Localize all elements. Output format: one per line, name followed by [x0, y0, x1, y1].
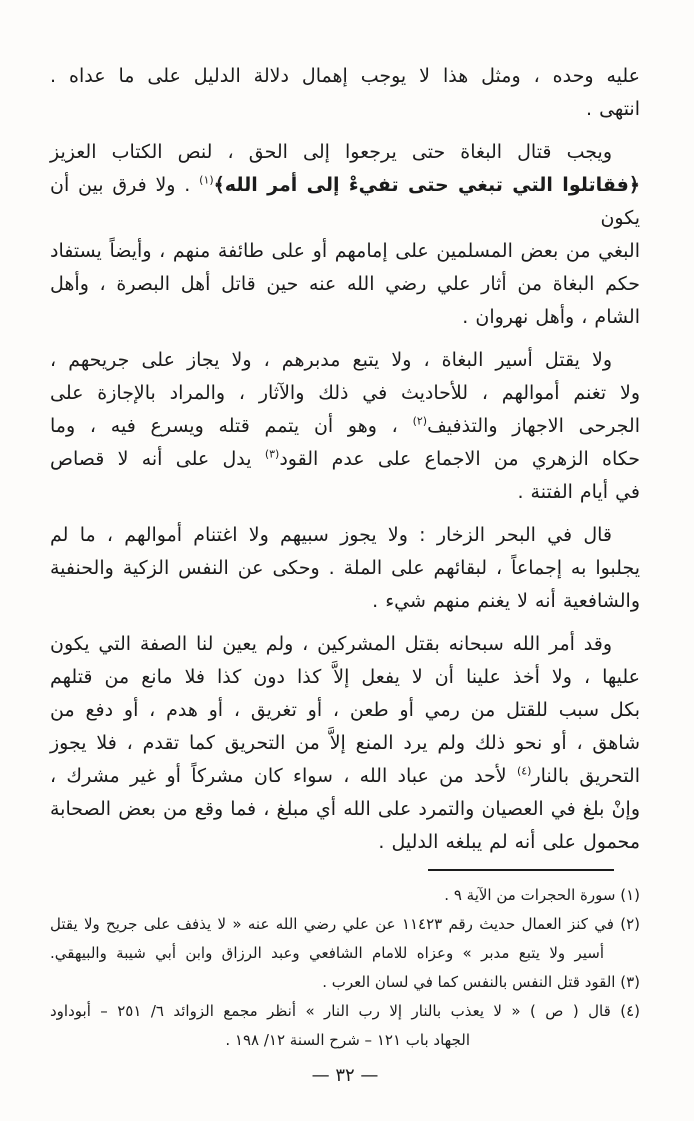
footnote-line: (٣) القود قتل النفس بالنفس كما في لسان العرب .	[322, 973, 640, 991]
text-line: وقد أمر الله سبحانه بقتل المشركين ، ولم يعين لنا الصفة التي يكون	[50, 633, 612, 655]
footnote-line: (١) سورة الحجرات من الآية ٩ .	[444, 886, 640, 904]
footnote-line: (٢) في كنز العمال حديث رقم ١١٤٢٣ عن علي رضي الله عنه « لا يذفف على جريح ولا يقتل	[50, 915, 640, 933]
footnote-ref-4: (٤)	[516, 764, 532, 778]
text-line: بكل سبب للقتل من رمي أو طعن ، أو تغريق ، أو هدم ، أو دفع من	[50, 699, 640, 721]
text-line: البغي من بعض المسلمين على إمامهم أو على طائفة منهم ، وأيضاً يستفاد	[50, 240, 640, 262]
text-segment: لأحد من عباد الله ، سواء كان مشركاً أو غير مشرك ،	[50, 765, 517, 787]
paragraph	[50, 136, 640, 334]
paragraph	[50, 60, 640, 126]
quran-verse-line	[50, 169, 640, 235]
text-segment: حكاه الزهري من الاجماع على عدم القود	[279, 448, 641, 470]
paragraph	[50, 344, 640, 509]
text-line: في أيام الفتنة .	[517, 481, 640, 503]
text-line: عليها ، ولا أخذ علينا أن لا يفعل إلاَّ كذا دون كذا فلا مانع من قتلهم	[50, 666, 640, 688]
text-line: عليه وحده ، ومثل هذا لا يوجب إهمال دلالة الدليل على ما عداه .	[50, 65, 640, 87]
footnote-line: أسير ولا يتبع مدبر » وعزاه للامام الشافعي وعبد الرزاق وابن أبي شيبة والبيهقي.	[50, 944, 604, 962]
text-line	[50, 443, 640, 476]
paragraph	[50, 519, 640, 618]
text-line: يجلبوا به إجماعاً ، لبقائهم على الملة . وحكى عن النفس الزكية والحنفية	[50, 557, 640, 579]
footnote-divider	[428, 869, 614, 871]
body-text	[50, 60, 640, 859]
text-line: محمول على أنه لم يبلغه الدليل .	[378, 831, 640, 853]
text-segment: التحريق بالنار	[531, 765, 640, 787]
text-line: قال في البحر الزخار : ولا يجوز سبيهم ولا اغتنام أموالهم ، ما لم	[50, 524, 612, 546]
text-line: شاهق ، أو نحو ذلك ولم يرد المنع إلاَّ من التحريق كما تقدم ، فلا يجوز	[50, 732, 640, 754]
footnote-line: (٤) قال ( ص ) « لا يعذب بالنار إلا رب النار » أنظر مجمع الزوائد ٦/ ٢٥١ – أبوداود	[50, 1002, 640, 1020]
text-line: الشام ، وأهل نهروان .	[462, 306, 640, 328]
text-line: انتهى .	[586, 98, 640, 120]
text-line: والشافعية أنه لا يغنم منهم شيء .	[372, 590, 640, 612]
page-number: — ٣٢ —	[311, 1065, 379, 1086]
text-segment: الجرحى الاجهاز والتذفيف	[427, 415, 641, 437]
text-line: ولا يقتل أسير البغاة ، ولا يتبع مدبرهم ، ولا يجاز على جريحهم ،	[50, 349, 612, 371]
text-segment: ، وهو أن يتمم قتله ويسرع فيه ، وما	[50, 415, 413, 437]
paragraph	[50, 628, 640, 859]
text-line	[50, 760, 640, 793]
footnote-ref-3: (٣)	[264, 447, 280, 461]
text-line: ويجب قتال البغاة حتى يرجعوا إلى الحق ، لنص الكتاب العزيز	[50, 141, 612, 163]
footnote-ref-1: (١)	[199, 173, 214, 187]
footnote-line: الجهاد باب ١٢١ – شرح السنة ١٢/ ١٩٨ .	[225, 1031, 470, 1049]
footnotes-section	[50, 881, 640, 1055]
text-line: ولا تغنم أموالهم ، للأحاديث في ذلك والآثار ، والمراد بالإجازة على	[50, 382, 640, 404]
text-segment: يدل على أنه لا قصاص	[50, 448, 265, 470]
text-line: حكم البغاة من أثار علي رضي الله عنه حين قاتل أهل البصرة ، وأهل	[50, 273, 640, 295]
text-line	[50, 410, 640, 443]
text-line: وإنْ بلغ في العصيان والتمرد على الله أي مبلغ ، فما وقع من بعض الصحابة	[50, 798, 640, 820]
footnote-ref-2: (٢)	[412, 414, 428, 428]
text-segment: . ولا فرق بين أن يكون	[50, 174, 640, 229]
quran-verse: ﴿فقاتلوا التي تبغي حتى تفيءْ إلى أمر الله﴾	[213, 174, 640, 196]
